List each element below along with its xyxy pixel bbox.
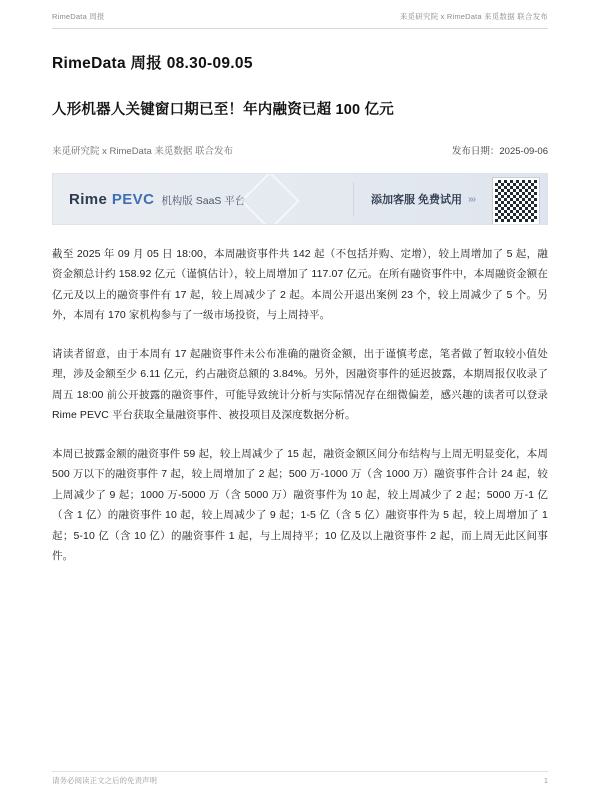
banner-brand-pevc: PEVC — [111, 190, 155, 208]
footer-divider — [52, 771, 548, 772]
header-right-label: 来觅研究院 x RimeData 来觅数据 联合发布 — [399, 12, 548, 21]
byline — [52, 143, 548, 157]
banner-cta-label[interactable]: 添加客服 免费试用 — [371, 194, 463, 206]
page-footer — [52, 775, 548, 786]
footer-disclaimer: 请务必阅读正文之后的免责声明 — [52, 776, 157, 785]
header-divider — [52, 28, 548, 29]
header-left-label: RimeData 周报 — [52, 12, 105, 21]
banner-divider — [353, 182, 354, 216]
qr-code-icon[interactable] — [493, 178, 539, 224]
article-headline: 人形机器人关键窗口期已至！年内融资已超 100 亿元 — [52, 102, 394, 118]
banner-brand-rime: Rime — [69, 190, 108, 208]
publish-date-value: 2025-09-06 — [499, 146, 548, 157]
chevron-right-icon: ››› — [468, 193, 476, 205]
banner-brand — [69, 191, 154, 208]
promo-banner[interactable] — [52, 173, 548, 225]
page-title: RimeData 周报 08.30-09.05 — [52, 55, 253, 72]
publish-date — [452, 143, 548, 157]
paragraph-2: 请读者留意，由于本周有 17 起融资事件未公布准确的融资金额，出于谨慎考虑，笔者做了暂取较小值处理，涉及金额至少 6.11 亿元，约占融资总额的 3.84%。另外，因融资事件的延迟披露，本期周报仅收录了周五 18:00 前公开披露的融资事件，可能导致统计分析与实际情况存在细微偏差，感兴趣的读者可以登录 Rime PEVC 平台获取全量融资事件、被投项目及深度数据分析。 — [52, 347, 548, 422]
footer-page-number: 1 — [543, 776, 548, 785]
banner-decorative-shape — [240, 173, 299, 225]
banner-brand-block — [53, 191, 245, 208]
banner-tagline: 机构版 SaaS 平台 — [161, 194, 246, 207]
publish-date-label: 发布日期： — [451, 146, 500, 157]
paragraph-1: 截至 2025 年 09 月 05 日 18:00，本周融资事件共 142 起（不包括并购、定增），较上周增加了 5 起，融资金额总计约 158.92 亿元（谨慎估计），较上周增加了 117.07 亿元。在所有融资事件中，本周融资金额在亿元及以上的融资事件有 17 起，较上周减少了 2 起。本周公开退出案例 23 个，较上周减少了 5 个。另外，本周有 170 家机构参与了一级市场投资，与上周持平。 — [52, 248, 548, 322]
banner-cta[interactable] — [371, 191, 475, 207]
page-header — [52, 0, 548, 22]
paragraph-3: 本周已披露金额的融资事件 59 起，较上周减少了 15 起，融资金额区间分布结构与上周无明显变化，本周 500 万以下的融资事件 7 起，较上周增加了 2 起；500 万-1000 万（含 1000 万）融资事件合计 24 起，较上周减少了 9 起；1000 万-5000 万（含 5000 万）融资事件为 10 起，较上周减少了 2 起；5000 万-1 亿（含 1 亿）的融资事件 10 起，较上周减少了 9 起；1-5 亿（含 5 亿）融资事件为 5 起，较上周增加了 1 起；5-10 亿（含 10 亿）的融资事件 1 起，与上周持平；10 亿及以上融资事件 2 起，而上周无此区间事件。 — [52, 447, 548, 563]
byline-authors: 来觅研究院 x RimeData 来觅数据 联合发布 — [52, 146, 234, 157]
